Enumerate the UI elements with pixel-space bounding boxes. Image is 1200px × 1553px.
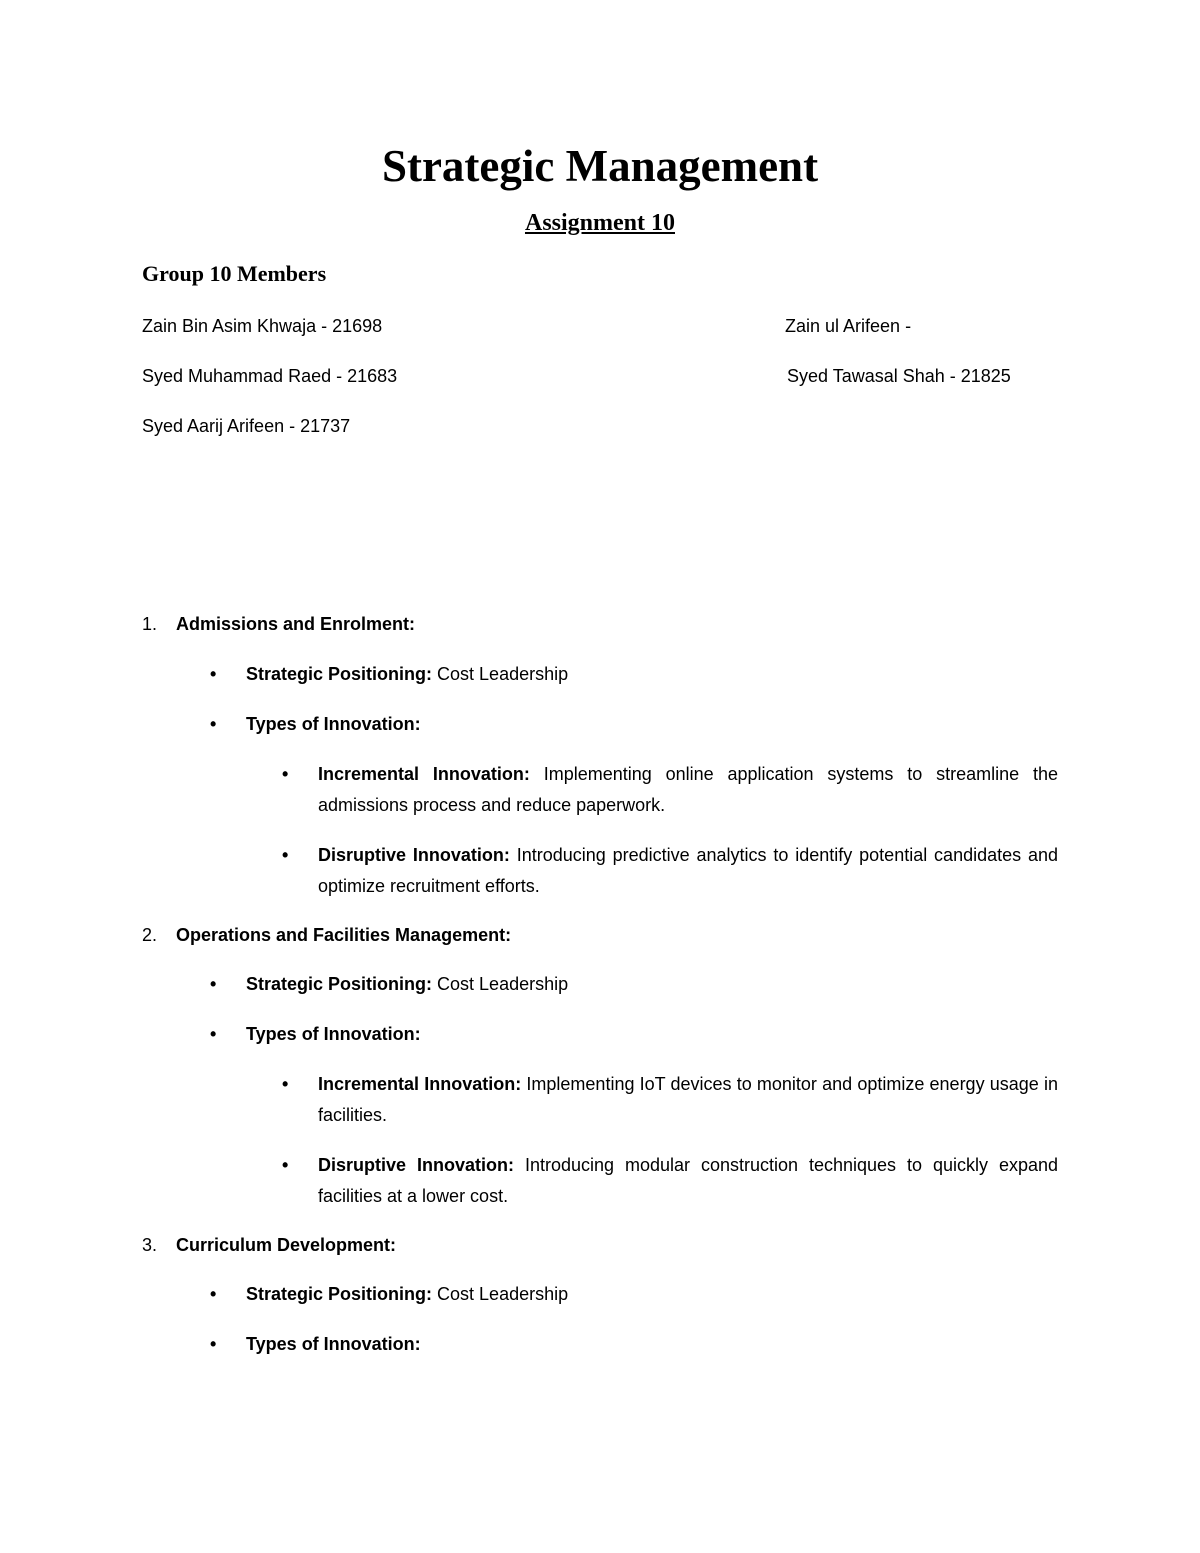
bullet-icon: • (282, 1074, 289, 1094)
item-label: Types of Innovation: (246, 1334, 421, 1354)
document-title: Strategic Management (381, 141, 819, 191)
bullet-icon: • (282, 845, 289, 865)
item-label: Strategic Positioning: (246, 974, 433, 994)
bullet-icon: • (210, 1024, 217, 1044)
bullet-icon: • (210, 664, 217, 684)
list-item (282, 1150, 1058, 1212)
item-text: Implementing IoT devices to monitor and optimize energy usage in facilities. (318, 1074, 1058, 1125)
section-heading (142, 614, 415, 635)
item-value: Cost Leadership (437, 974, 569, 994)
member-name: Zain Bin Asim Khwaja - 21698 (142, 316, 383, 336)
section-number: 1. (142, 614, 158, 634)
group-heading: Group 10 Members (142, 261, 327, 286)
bullet-icon: • (210, 974, 217, 994)
list-item (282, 759, 1058, 821)
bullet-icon: • (210, 714, 217, 734)
member-name: Syed Aarij Arifeen - 21737 (142, 416, 351, 436)
list-item (282, 840, 1058, 902)
bullet-icon: • (282, 764, 289, 784)
section-title: Admissions and Enrolment: (176, 614, 416, 634)
member-name: Zain ul Arifeen - (785, 316, 912, 336)
item-label: Types of Innovation: (246, 1024, 421, 1044)
item-label: Disruptive Innovation: (318, 845, 510, 865)
item-label: Strategic Positioning: (246, 664, 433, 684)
item-label: Incremental Innovation: (318, 764, 530, 784)
item-text: Introducing predictive analytics to identify potential candidates and optimize recruitment efforts. (318, 845, 1059, 896)
member-name: Syed Tawasal Shah - 21825 (787, 366, 1011, 386)
item-value: Cost Leadership (437, 664, 569, 684)
item-label: Incremental Innovation: (318, 1074, 522, 1094)
assignment-subtitle: Assignment 10 (524, 210, 675, 236)
item-value: Cost Leadership (437, 1284, 569, 1304)
section-number: 3. (142, 1235, 158, 1255)
item-label: Disruptive Innovation: (318, 1155, 514, 1175)
bullet-icon: • (282, 1155, 289, 1175)
member-name: Syed Muhammad Raed - 21683 (142, 366, 398, 386)
item-text: Implementing online application systems to streamline the admissions process and reduce paperwork. (318, 764, 1058, 815)
item-label: Strategic Positioning: (246, 1284, 433, 1304)
section-number: 2. (142, 925, 158, 945)
item-text: Introducing modular construction techniques to quickly expand facilities at a lower cost. (318, 1155, 1059, 1206)
section-heading (142, 1235, 396, 1256)
bullet-icon: • (210, 1284, 217, 1304)
item-label: Types of Innovation: (246, 714, 421, 734)
section-title: Curriculum Development: (176, 1235, 397, 1255)
section-title: Operations and Facilities Management: (176, 925, 512, 945)
bullet-icon: • (210, 1334, 217, 1354)
section-heading (142, 925, 511, 946)
list-item (282, 1069, 1058, 1131)
